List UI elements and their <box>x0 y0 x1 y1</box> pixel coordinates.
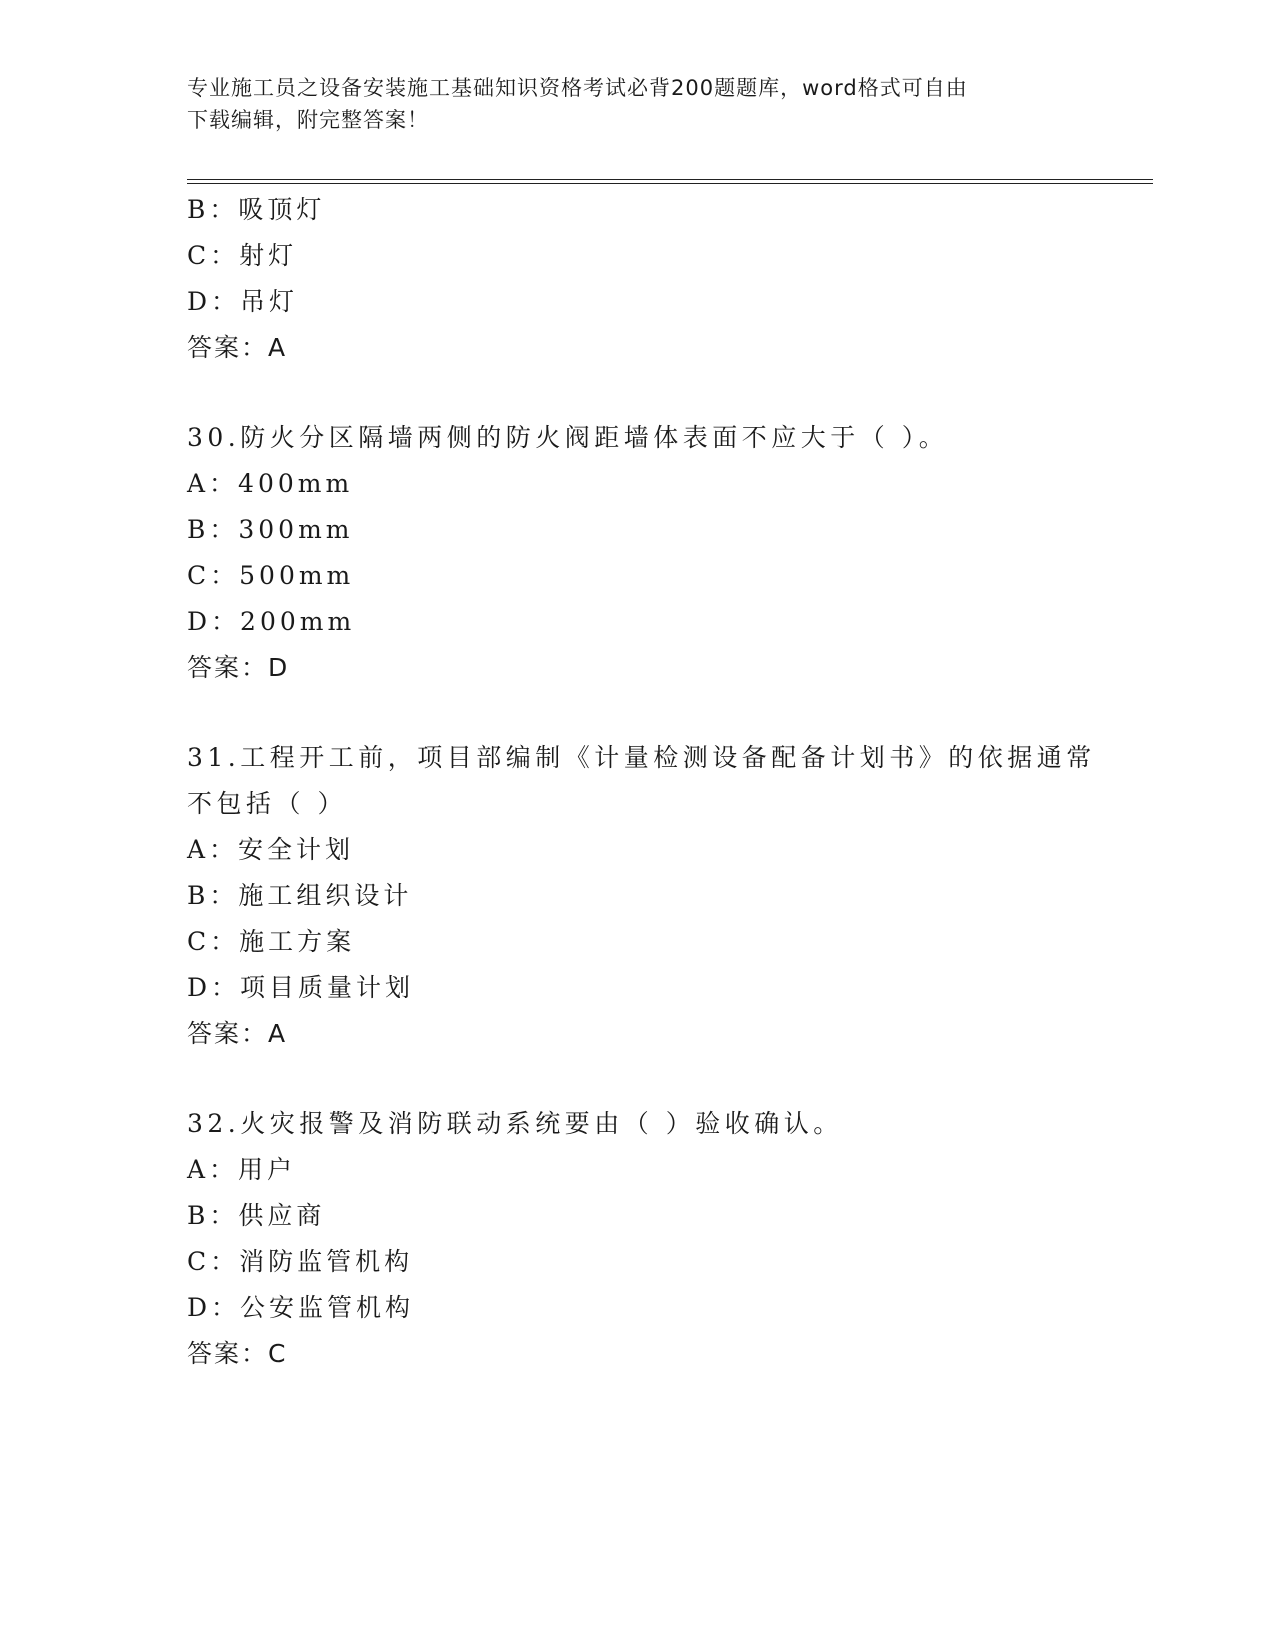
answer: 答案：A <box>187 333 288 362</box>
option-c: C：射灯 <box>187 241 298 270</box>
answer: 答案：C <box>187 1339 288 1368</box>
option-d: D：项目质量计划 <box>187 973 415 1002</box>
header-rule-bottom <box>187 183 1153 184</box>
option-b: B：300mm <box>187 515 354 544</box>
question-30 <box>187 415 1087 691</box>
header-line-1: 专业施工员之设备安装施工基础知识资格考试必背200题题库，word格式可自由 <box>187 76 968 100</box>
question-29-continued <box>187 187 1087 371</box>
option-a: A：用户 <box>187 1155 297 1184</box>
option-a: A：安全计划 <box>187 835 355 864</box>
question-text: 31.工程开工前，项目部编制《计量检测设备配备计划书》的依据通常 <box>187 743 1096 772</box>
header-line-2: 下载编辑，附完整答案！ <box>187 108 429 132</box>
question-content <box>187 187 1096 1377</box>
question-32 <box>187 1101 1087 1377</box>
option-c: C：500mm <box>187 561 355 590</box>
question-text: 32.火灾报警及消防联动系统要由（ ）验收确认。 <box>187 1109 843 1138</box>
document-header <box>187 72 1067 136</box>
option-b: B：供应商 <box>187 1201 326 1230</box>
option-b: B：吸顶灯 <box>187 195 326 224</box>
option-d: D：200mm <box>187 607 356 636</box>
answer: 答案：A <box>187 1019 288 1048</box>
question-31 <box>187 735 1096 1057</box>
option-a: A：400mm <box>187 469 354 498</box>
option-b: B：施工组织设计 <box>187 881 413 910</box>
option-d: D：公安监管机构 <box>187 1293 415 1322</box>
option-c: C：消防监管机构 <box>187 1247 414 1276</box>
answer: 答案：D <box>187 653 290 682</box>
question-text: 30.防火分区隔墙两侧的防火阀距墙体表面不应大于（ ）。 <box>187 423 949 452</box>
option-c: C：施工方案 <box>187 927 356 956</box>
question-text-continued: 不包括（ ） <box>187 789 347 818</box>
option-d: D：吊灯 <box>187 287 299 316</box>
header-rule-top <box>187 179 1153 180</box>
